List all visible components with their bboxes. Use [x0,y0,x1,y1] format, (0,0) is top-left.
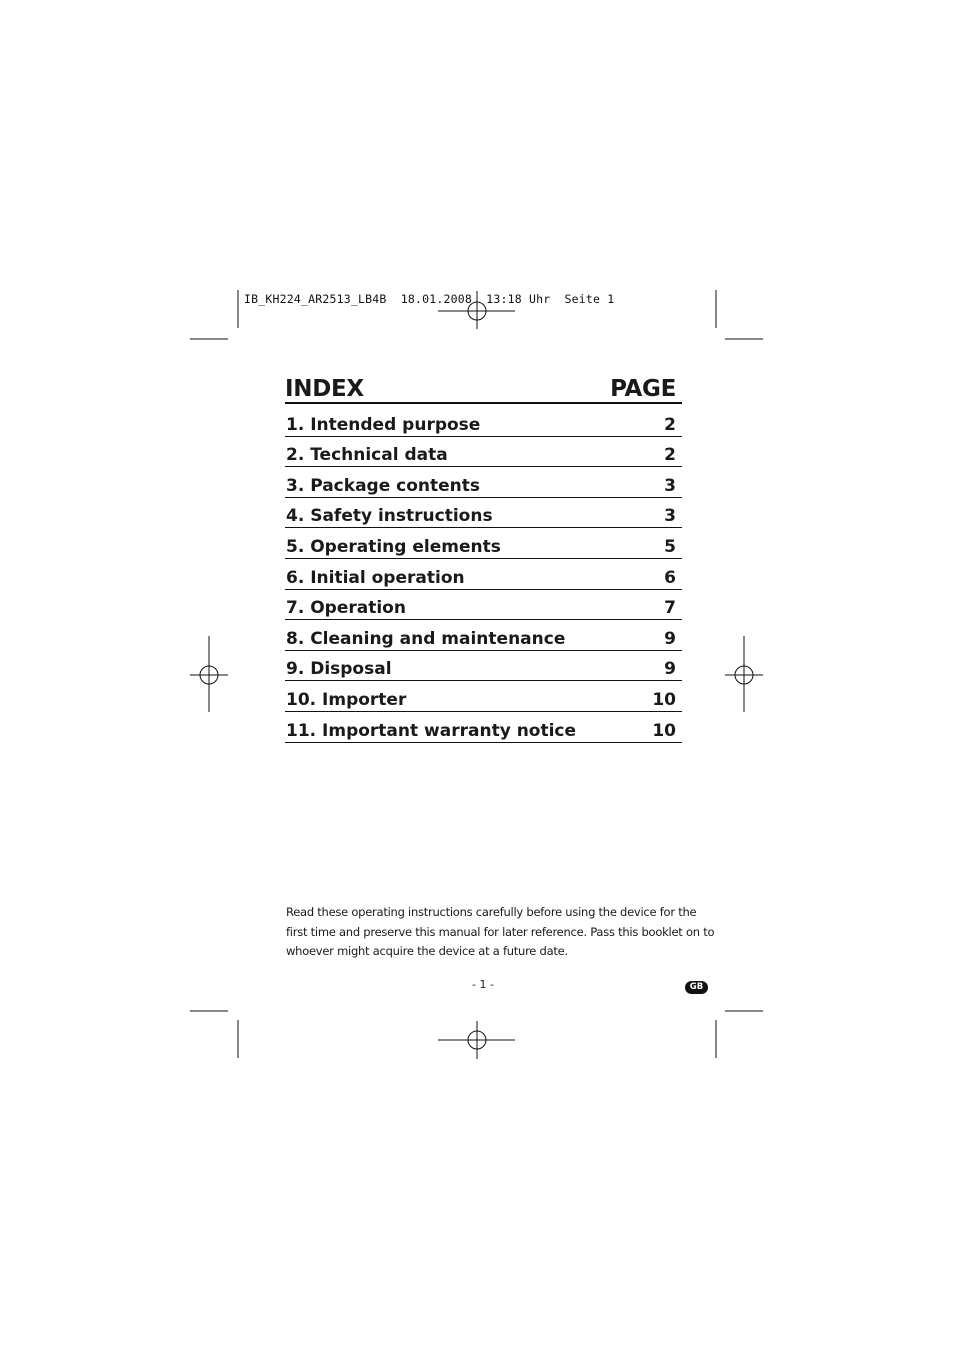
toc-entry-important-warranty-notice[interactable] [285,716,682,743]
page-column-header: PAGE [610,376,676,402]
toc-entry-label: 2. Technical data [286,445,448,466]
toc-entry-safety-instructions[interactable] [285,502,682,529]
toc-entry-technical-data[interactable] [285,441,682,468]
toc-entry-page: 9 [664,628,676,649]
toc-entry-label: 1. Intended purpose [286,414,481,435]
toc-entry-page: 7 [664,598,676,619]
toc-entry-page: 10 [652,720,676,741]
page-number: - 1 - [472,978,494,991]
toc-entry-label: 7. Operation [286,598,406,619]
toc-entry-label: 11. Important warranty notice [286,720,577,741]
toc-entry-page: 9 [664,659,676,680]
toc-entry-initial-operation[interactable] [285,563,682,590]
toc-entry-page: 3 [664,506,676,527]
toc-entry-intended-purpose[interactable] [285,410,682,437]
toc-entry-label: 5. Operating elements [286,536,501,557]
toc-entry-operating-elements[interactable] [285,532,682,559]
toc-entry-importer[interactable] [285,685,682,712]
print-slug-line: IB_KH224_AR2513_LB4B 18.01.2008 13:18 Uhr Seite 1 [244,292,615,306]
toc-entry-page: 2 [664,445,676,466]
reading-note [286,903,715,962]
toc-entry-operation[interactable] [285,594,682,621]
table-of-contents [285,410,682,747]
toc-entry-label: 3. Package contents [286,475,481,496]
reading-note-line: Read these operating instructions carefully before using the device for the [286,905,697,919]
toc-entry-disposal[interactable] [285,655,682,682]
toc-entry-page: 10 [652,689,676,710]
registration-mark-bottom [438,1021,515,1059]
toc-entry-page: 5 [664,536,676,557]
toc-entry-page: 6 [664,567,676,588]
toc-entry-package-contents[interactable] [285,471,682,498]
reading-note-line: first time and preserve this manual for later reference. Pass this booklet on to [286,924,715,939]
toc-entry-label: 6. Initial operation [286,567,465,588]
language-badge: GB [685,981,708,994]
toc-entry-page: 3 [664,475,676,496]
toc-entry-label: 8. Cleaning and maintenance [286,628,566,649]
toc-entry-label: 10. Importer [286,689,407,710]
registration-mark-right [725,636,763,712]
index-title: INDEX [285,376,364,402]
registration-mark-left [190,636,228,712]
index-header [285,372,682,404]
toc-entry-label: 9. Disposal [286,659,392,680]
reading-note-line: whoever might acquire the device at a future date. [286,944,568,958]
toc-entry-cleaning-and-maintenance[interactable] [285,624,682,651]
toc-entry-page: 2 [664,414,676,435]
toc-entry-label: 4. Safety instructions [286,506,493,527]
